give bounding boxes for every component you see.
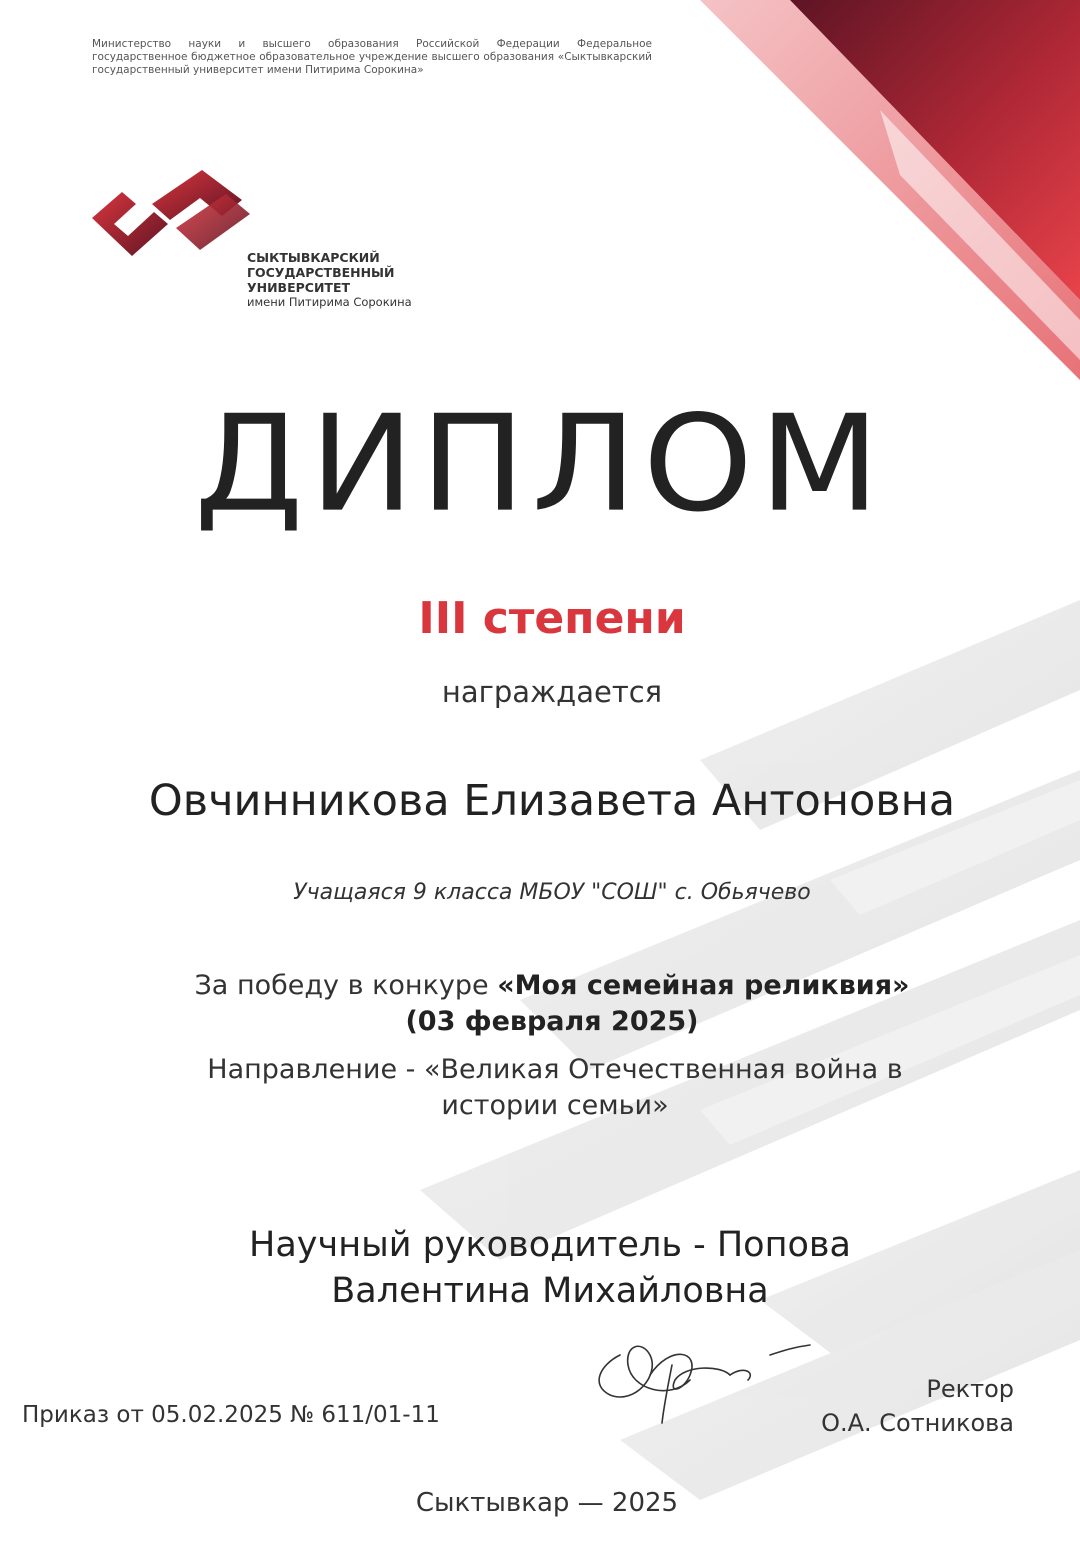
contest-name: «Моя семейная реликвия» xyxy=(497,970,910,1001)
logo-line-3: УНИВЕРСИТЕТ xyxy=(247,280,351,295)
contest-direction: Направление - «Великая Отечественная война в истории семьи» xyxy=(207,1054,903,1121)
university-name xyxy=(247,250,412,310)
university-logo-icon xyxy=(92,170,252,270)
rector-block xyxy=(821,1372,1014,1440)
order-number: Приказ от 05.02.2025 № 611/01-11 xyxy=(22,1402,440,1428)
logo-line-4: имени Питирима Сорокина xyxy=(247,295,412,309)
recipient-name: Овчинникова Елизавета Антоновна xyxy=(148,776,956,826)
supervisor-line-2: Валентина Михайловна xyxy=(331,1271,769,1311)
logo-line-2: ГОСУДАРСТВЕННЫЙ xyxy=(247,265,395,280)
supervisor-block xyxy=(150,1222,950,1314)
awarded-label: награждается xyxy=(441,675,663,709)
rector-title: Ректор xyxy=(926,1375,1014,1403)
student-info: Учащаяся 9 класса МБОУ "СОШ" с. Обьячево xyxy=(293,880,811,905)
rector-signature xyxy=(580,1325,820,1435)
diploma-title: ДИПЛОМ xyxy=(194,387,886,542)
logo-line-1: СЫКТЫВКАРСКИЙ xyxy=(247,250,380,265)
rector-name: О.А. Сотникова xyxy=(821,1409,1014,1437)
city-year: Сыктывкар — 2025 xyxy=(415,1488,679,1518)
corner-ribbon-dark xyxy=(790,0,1080,300)
contest-block xyxy=(0,968,1080,1040)
degree-label: III степени xyxy=(418,593,686,644)
ministry-header: Министерство науки и высшего образования Российской Федерации Федеральное государственное бюджетное образовательное учреждение высшего образования «Сыктывкарский государственный университет имени Питирима Сорокина» xyxy=(92,38,652,76)
contest-date: (03 февраля 2025) xyxy=(405,1006,699,1037)
supervisor-line-1: Научный руководитель - Попова xyxy=(249,1225,851,1265)
contest-prefix: За победу в конкуре xyxy=(194,970,489,1001)
